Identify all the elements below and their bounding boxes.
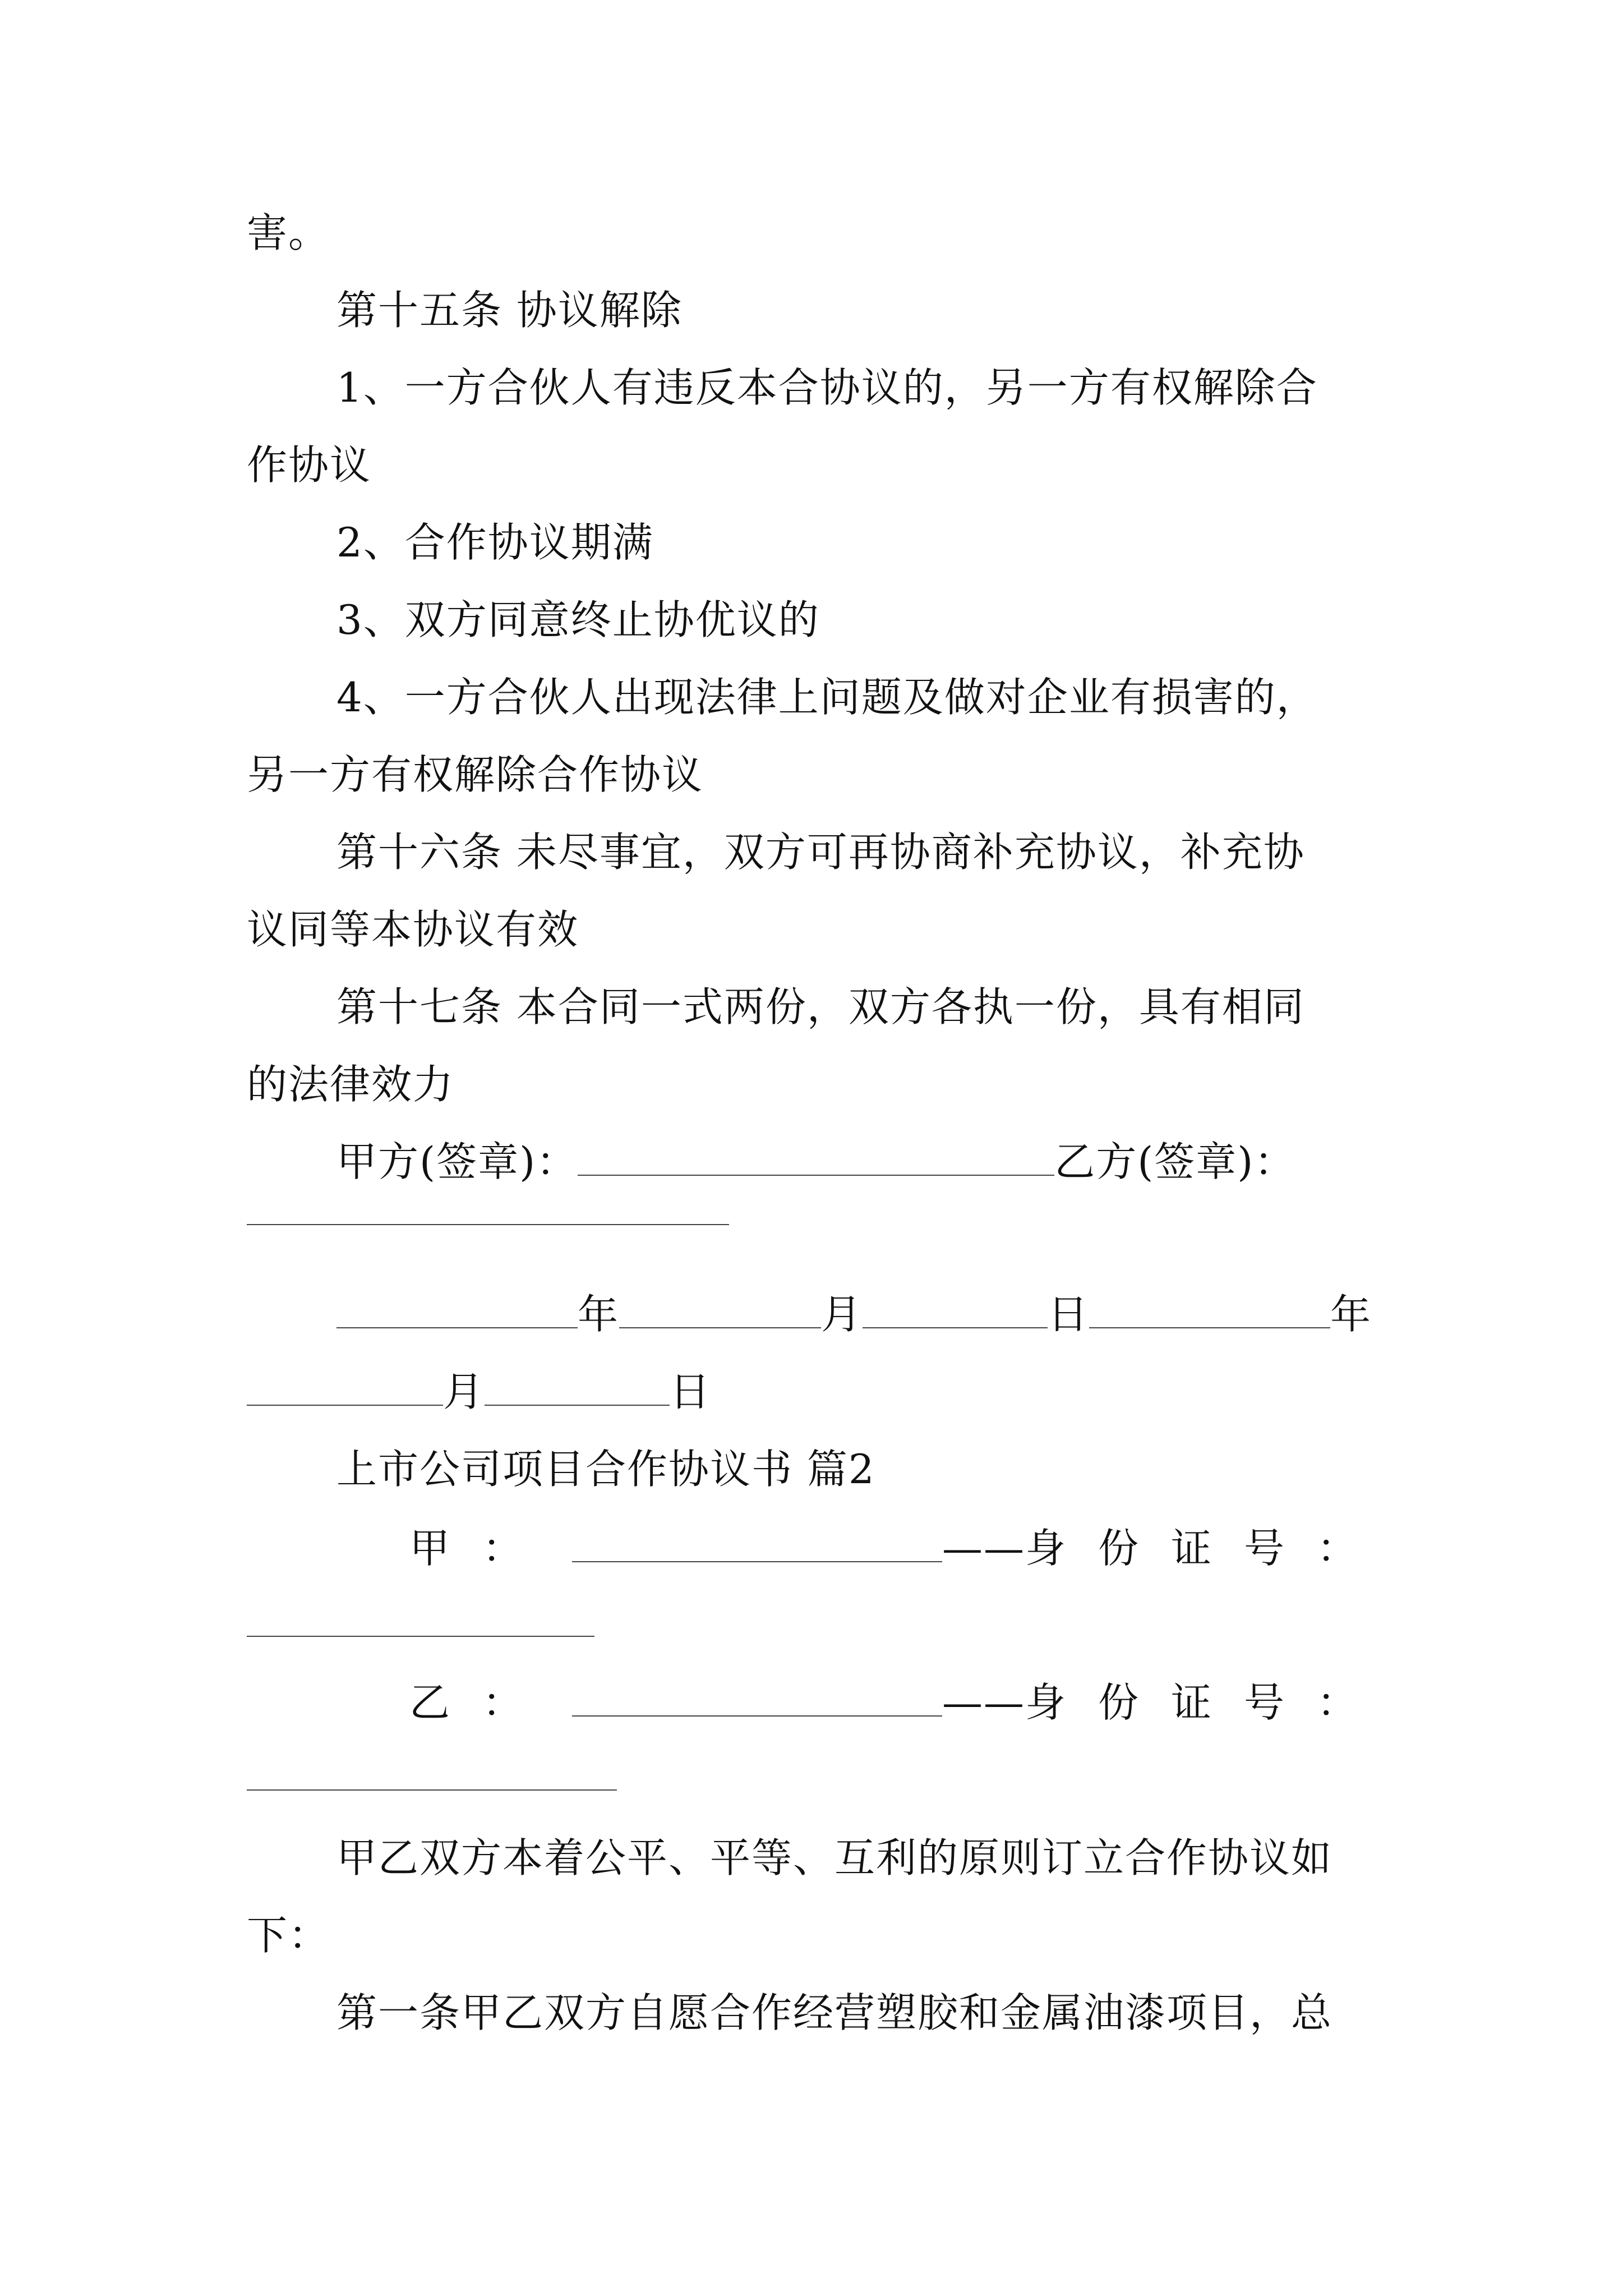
day-label: 日 bbox=[1048, 1291, 1090, 1338]
text-line: 另一方有权解除合作协议 bbox=[247, 751, 704, 798]
dash: —— bbox=[942, 1679, 1026, 1726]
year-blank-2 bbox=[1089, 1291, 1330, 1328]
intro-line-1: 甲乙双方本着公平、平等、互利的原则订立合作协议如 bbox=[336, 1834, 1333, 1881]
article-17: 第十七条 本合同一式两份，双方各执一份，具有相同 bbox=[336, 983, 1305, 1030]
year-label: 年 bbox=[578, 1291, 620, 1338]
party-b-id-blank bbox=[247, 1789, 617, 1791]
section-heading: 上市公司项目合作协议书 篇2 bbox=[336, 1446, 875, 1493]
party-a-signature-label: 甲方(签章)： bbox=[336, 1138, 578, 1185]
party-b-signature-label: 乙方(签章)： bbox=[1054, 1138, 1296, 1185]
article-16: 第十六条 未尽事宜，双方可再协商补充协议，补充协 bbox=[336, 829, 1305, 876]
party-a-name-blank bbox=[572, 1525, 942, 1562]
party-a-id-blank bbox=[247, 1636, 594, 1637]
text-line: 议同等本协议有效 bbox=[247, 906, 579, 953]
dash: —— bbox=[942, 1525, 1026, 1572]
text-line: 作协议 bbox=[247, 441, 372, 489]
party-a-label: 甲： bbox=[409, 1525, 556, 1572]
text-line: 4、一方合伙人出现法律上问题及做对企业有损害的， bbox=[336, 674, 1318, 721]
day-blank-2 bbox=[485, 1369, 670, 1406]
text-line: 3、双方同意终止协优议的 bbox=[336, 596, 820, 643]
article-1: 第一条甲乙双方自愿合作经营塑胶和金属油漆项目，总 bbox=[336, 1989, 1333, 2036]
id-number-label: 身份证号： bbox=[1025, 1679, 1390, 1726]
month-blank bbox=[619, 1291, 821, 1328]
text-line: 2、合作协议期满 bbox=[336, 519, 654, 566]
id-number-label: 身份证号： bbox=[1025, 1525, 1390, 1572]
text-line: 的法律效力 bbox=[247, 1061, 455, 1108]
text-line: 1、一方合伙人有违反本合协议的，另一方有权解除合 bbox=[336, 364, 1318, 411]
party-b-signature-blank bbox=[247, 1224, 729, 1225]
text-line: 害。 bbox=[247, 209, 330, 256]
day-blank bbox=[863, 1291, 1048, 1328]
date-row-2 bbox=[247, 1364, 711, 1420]
party-a-row bbox=[409, 1520, 1390, 1576]
month-label: 月 bbox=[821, 1291, 863, 1338]
signature-row bbox=[336, 1134, 1295, 1190]
party-b-label: 乙： bbox=[409, 1679, 556, 1726]
party-a-signature-blank bbox=[578, 1139, 1054, 1176]
party-b-name-blank bbox=[572, 1680, 942, 1717]
date-row bbox=[336, 1286, 1372, 1342]
year-blank bbox=[336, 1291, 578, 1328]
party-b-row bbox=[409, 1674, 1390, 1731]
year-label-2: 年 bbox=[1330, 1291, 1372, 1338]
month-blank-2 bbox=[247, 1369, 443, 1406]
article-15-heading: 第十五条 协议解除 bbox=[336, 287, 683, 334]
intro-line-2: 下： bbox=[247, 1912, 330, 1959]
day-label-2: 日 bbox=[670, 1368, 712, 1415]
month-label-2: 月 bbox=[443, 1368, 485, 1415]
